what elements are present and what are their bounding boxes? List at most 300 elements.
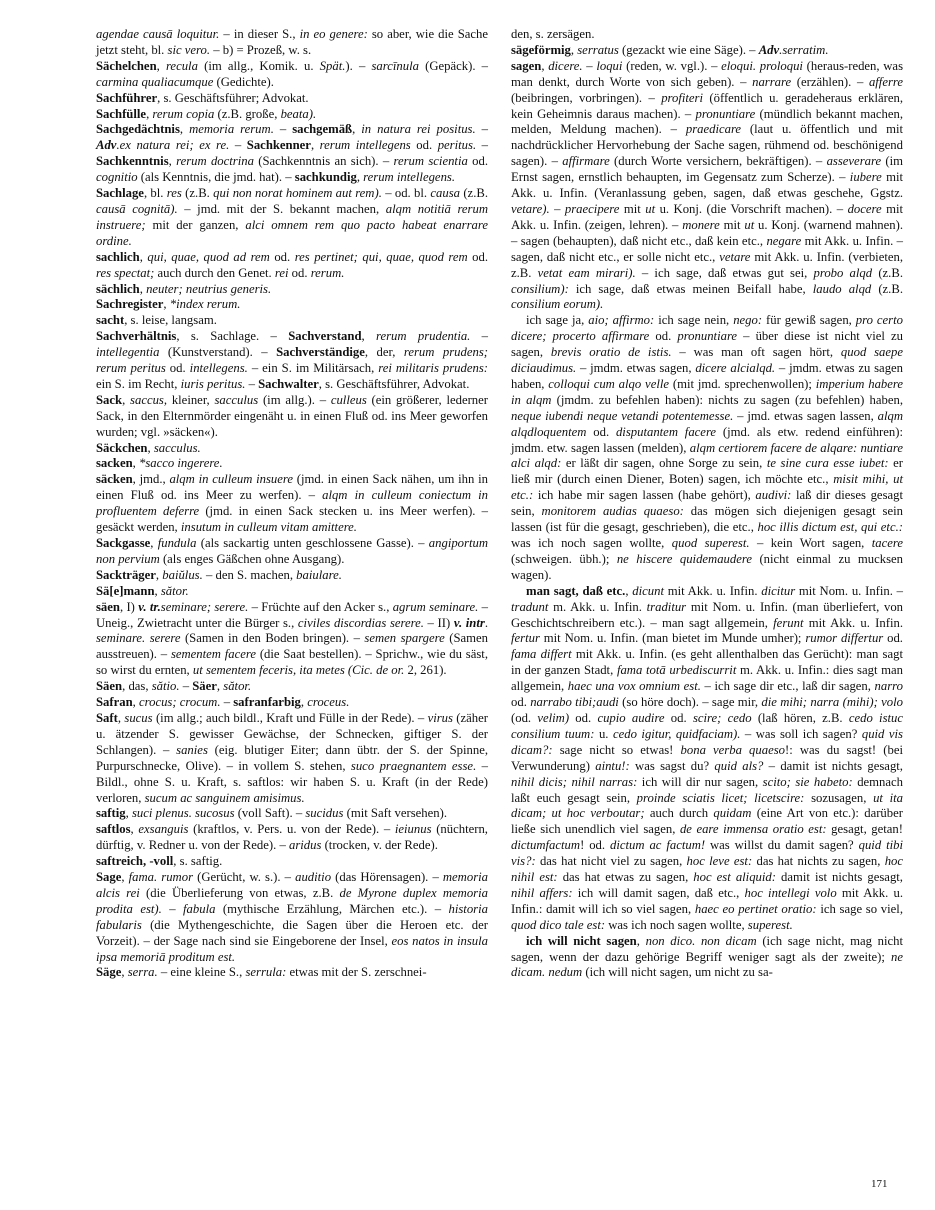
headword: sachkundig — [294, 170, 357, 185]
entry-text: – was man oft sagen hört, — [671, 345, 841, 360]
latin-term: carmina qualiacumque — [96, 74, 214, 89]
latin-term: fabula — [183, 901, 216, 916]
latin-term: quid als? — [714, 758, 764, 773]
entry-text: gesagt, getan! — [826, 822, 903, 837]
latin-term: agrum seminare. — [392, 599, 479, 614]
headword: Sage — [96, 870, 122, 885]
headword: sagen — [511, 58, 542, 73]
latin-term: memoria rerum. — [189, 122, 274, 137]
latin-term: rerum prudentia. — [376, 329, 471, 344]
entry-text: (Sachkenntnis an sich). – — [253, 154, 394, 169]
latin-term: insutum in culleum vitam amittere. — [180, 520, 357, 535]
entry-text: od. — [586, 424, 616, 439]
latin-term: cupio audire — [597, 710, 665, 725]
latin-term: alqm certiorem facere de alqare: nuntiare alci alqd: — [511, 440, 903, 471]
entry-text: – — [161, 901, 184, 916]
entry-text: , — [163, 297, 170, 312]
entry-text: , — [154, 583, 161, 598]
entry-text: – Bildl., ohne S. u. Kraft, s. saftlos: wir haben S. u. Kraft (in der Rede) verloren, — [96, 758, 488, 805]
dictionary-entry — [96, 472, 488, 536]
entry-text: sage nicht so etwas! — [552, 742, 681, 757]
latin-term: exsanguis — [138, 822, 189, 837]
latin-term: Spät. — [319, 58, 346, 73]
entry-text: , — [130, 822, 139, 837]
latin-term: affirmare — [562, 154, 610, 169]
entry-text: (laß hören, z.B. — [751, 710, 849, 725]
latin-term: intellegentia — [96, 345, 160, 360]
entry-text: – b) = Prozeß, w. s. — [210, 42, 312, 57]
latin-term: suci plenus. sucosus — [131, 806, 235, 821]
headword: Säer — [192, 679, 217, 694]
entry-text: mit Nom. u. Infin. (man überliefert, von Geschichtschreibern etc.). – man sagt allgemein, — [511, 599, 904, 630]
latin-term: te sine cura esse iubet: — [766, 456, 889, 471]
entry-text: , — [122, 392, 131, 407]
entry-text: ein S. im Recht, — [96, 376, 181, 391]
entry-text: (heraus-reden, was man denkt, durch Worte von sich geben). – — [511, 58, 904, 89]
entry-text: (Gepäck). – — [418, 58, 488, 73]
latin-term: haec eo pertinet oratio: — [694, 901, 817, 916]
dictionary-entry — [96, 536, 488, 568]
entry-text: – — [245, 376, 259, 391]
entry-text: . — [484, 615, 488, 630]
latin-term: intellegens. — [189, 361, 248, 376]
entry-text: ). – — [345, 58, 372, 73]
entry-text: m. Akk. u. Infin.: dies sagt man allgemein, — [511, 663, 904, 694]
entry-text: ich sage ja, — [526, 313, 589, 328]
entry-text: od. — [883, 631, 903, 646]
entry-text: ich sage so viel, — [816, 901, 903, 916]
entry-text: (die Saat bestellen). – Sprichw., wie du säst, so wirst du ernten, — [96, 647, 488, 678]
entry-text: – was soll ich sagen? — [740, 726, 862, 741]
entry-text: (kraftlos, v. Pers. u. von der Rede). – — [188, 822, 395, 837]
latin-term: rerum copia — [152, 106, 215, 121]
latin-term: profiteri — [661, 90, 704, 105]
headword: Sack — [96, 392, 123, 407]
latin-term: causā cognitā). — [96, 201, 178, 216]
latin-term: quidam — [713, 806, 752, 821]
latin-term: vetare — [719, 249, 751, 264]
entry-text: od. — [467, 249, 489, 264]
latin-term: pronuntiare — [677, 329, 738, 344]
entry-text: etwas mit der S. zerschnei- — [286, 965, 427, 980]
latin-term: civiles discordias serere. — [297, 615, 424, 630]
entry-text: od. — [269, 249, 295, 264]
latin-term: ieiunus — [394, 822, 432, 837]
latin-term: probo alqd — [813, 265, 873, 280]
latin-term: narro — [874, 679, 903, 694]
headword: säen — [96, 599, 120, 614]
entry-text: (als enges Gäßchen ohne Ausgang). — [159, 551, 345, 566]
dictionary-entry — [96, 313, 488, 329]
latin-term: alqm notitiā rerum instruere; — [96, 201, 488, 232]
latin-term: ut ita dicam; ut hoc verboutar; — [511, 790, 904, 821]
latin-term: proinde sciatis licet; licetscire: — [636, 790, 805, 805]
entry-text: (im allg.). – — [258, 392, 331, 407]
latin-term: seminare; serere. — [160, 599, 249, 614]
dictionary-entry — [96, 870, 488, 965]
entry-text: – eine kleine S., — [157, 965, 246, 980]
entry-text: , — [146, 106, 153, 121]
latin-term: serra. — [127, 965, 158, 980]
entry-text: , I) — [119, 599, 139, 614]
latin-term: narrare — [752, 74, 792, 89]
entry-text: (mythische Erzählung, Märchen etc.). – — [215, 901, 449, 916]
entry-text: , — [310, 138, 320, 153]
latin-term: nego: — [733, 313, 763, 328]
latin-term: .ex natura rei; ex re. — [116, 138, 230, 153]
latin-term: quod dico tale est: — [511, 917, 606, 932]
entry-text: (als sackartig unten geschlossene Gasse). – — [196, 536, 429, 550]
entry-text: (so höre doch). – sage mir, — [618, 695, 762, 710]
latin-term: qui, quae, quod ad rem — [147, 249, 270, 264]
entry-text: – II) — [423, 615, 454, 630]
entry-text: mit Akk. u. Infin.: damit will ich so viel sagen, — [511, 885, 903, 916]
latin-term: pro certo dicere; procerto affirmare — [511, 313, 903, 344]
entry-text: , — [300, 695, 308, 710]
headword: Sachkenntnis — [96, 154, 169, 169]
entry-text: , — [356, 170, 364, 185]
latin-term: dicere. — [548, 58, 583, 73]
headword: sachgemäß — [292, 122, 353, 137]
latin-term: ut — [744, 217, 755, 232]
latin-term: crocus; crocum. — [139, 695, 221, 710]
latin-term: consilium): — [511, 281, 569, 296]
latin-term: rerum. — [310, 265, 345, 280]
latin-term: sanies — [176, 742, 208, 757]
entry-text: , — [155, 567, 163, 582]
entry-text: auch durch — [644, 806, 714, 821]
entry-text: sozusagen, — [804, 790, 874, 805]
latin-term: baiŭlus. — [162, 567, 203, 582]
entry-text: , — [150, 536, 158, 550]
dictionary-entry — [511, 43, 903, 59]
dictionary-entry — [96, 584, 488, 600]
entry-text: (Gerücht, w. s.). – — [193, 870, 296, 885]
latin-term: asseverare — [826, 154, 882, 169]
entry-text: (ich sage nicht, mag nicht sagen, wenn der dazu gehörige Begriff weniger sagt als der zweite); — [511, 933, 904, 964]
entry-text: u. Konj. (die Vorschrift machen). – — [655, 201, 848, 216]
entry-text: , s. leise, langsam. — [124, 313, 217, 328]
entry-text: (z.B. — [871, 281, 903, 296]
entry-text: (z.B. — [181, 186, 214, 201]
latin-term: narrabo tibi;audi — [530, 695, 619, 710]
headword: säcken — [96, 472, 133, 487]
entry-text: was sagst du? — [629, 758, 715, 773]
entry-text: , — [636, 933, 646, 948]
latin-term: sarcīnula — [371, 58, 419, 73]
latin-term: scire; cedo — [692, 710, 752, 725]
entry-text: – — [229, 138, 247, 153]
entry-text: mit Nom. u. Infin. – — [795, 583, 904, 598]
headword: Saft — [96, 710, 118, 725]
entry-text: (voll Saft). – — [234, 806, 306, 821]
latin-term: culleus — [330, 392, 367, 407]
entry-text: – jmdm. etwas zu sagen haben, — [511, 361, 904, 391]
entry-text: – — [582, 58, 597, 73]
latin-term: hoc intellegi volo — [744, 885, 837, 900]
latin-term: fertur — [511, 631, 540, 646]
dictionary-entry — [511, 934, 903, 982]
entry-text: !: was du sagst! (bei Verwunderung) — [511, 742, 903, 773]
latin-term: recula — [165, 58, 198, 73]
dictionary-entry — [96, 186, 488, 250]
entry-text: was ich noch sagen wollte, — [511, 536, 672, 550]
entry-text: ich sage nein, — [654, 313, 734, 328]
entry-text: auch durch den Genet. — [154, 265, 275, 280]
entry-text: (Samen ausstreuen). – — [96, 631, 489, 662]
entry-text: m. Akk. u. Infin. — [548, 599, 647, 614]
entry-text: er ließ mir (durch einen Diener, Boten) sagen, ich möchte etc., — [511, 456, 904, 487]
headword: Sachfülle — [96, 106, 147, 121]
dictionary-entry — [96, 107, 488, 123]
entry-text: (schweigen. übh.); — [511, 551, 617, 566]
entry-text: (mündlich bekannt machen, melden, Meldung machen). – — [511, 106, 903, 137]
latin-term: afferre — [868, 74, 903, 89]
entry-text: für gewiß sagen, — [762, 313, 856, 328]
latin-term: nihil dicis; nihil narras: — [511, 774, 638, 789]
headword: ich will nicht sagen — [526, 933, 637, 948]
latin-term: cognitio — [96, 170, 138, 185]
latin-term: cedo istuc consilium tuum: — [511, 710, 904, 741]
headword: Sachführer — [96, 90, 158, 105]
latin-term: baiulare. — [296, 567, 342, 582]
entry-text: mit — [719, 217, 745, 232]
entry-text: mit Akk. u. Infin. – sagen, daß nicht etc., er solle nicht etc., — [511, 233, 904, 264]
entry-text: demnach laßt euch gesagt sein, — [511, 774, 904, 805]
latin-term: alqm alqdloquentem — [511, 408, 903, 439]
entry-text: (als Kenntnis, die jmd. hat). – — [137, 170, 295, 185]
right-column — [511, 27, 903, 981]
entry-text: – ein S. im Militärsach, — [247, 361, 379, 376]
latin-term: saccus, — [130, 392, 168, 407]
latin-term: nihil affers: — [511, 885, 573, 900]
headword: Sachverständige — [276, 345, 365, 360]
latin-term: laudo alqd — [812, 281, 872, 296]
dictionary-entry — [96, 679, 488, 695]
latin-term: res — [166, 186, 182, 201]
entry-text: od. — [165, 361, 190, 376]
latin-term: ne dicam. nedum — [511, 949, 903, 980]
entry-text: mit Akk. u. Infin. (Veranlassung geben, sagen, daß etwas geschehe, Ggstz. — [511, 170, 904, 201]
latin-term: serratus — [577, 42, 619, 57]
headword: saftreich, -voll — [96, 854, 174, 869]
latin-term: sucidus — [305, 806, 344, 821]
entry-text: (jmd. in einen Sack nähen, um ihn in einen Fluß od. ins Meer zu werfen). – — [96, 472, 488, 503]
entry-text: , — [117, 710, 125, 725]
entry-text: , — [139, 249, 148, 264]
entry-text: (beibringen, vorbringen). – — [511, 90, 662, 105]
latin-term: Adv — [758, 42, 780, 57]
latin-term: monitorem audias quaeso: — [541, 504, 684, 519]
latin-term: vetat eam mirari). — [537, 265, 636, 280]
entry-text: , — [121, 870, 129, 885]
entry-text: , — [570, 42, 578, 57]
latin-term: memoria alcis rei — [96, 870, 488, 900]
latin-term: tradunt — [511, 599, 549, 614]
latin-term: seminare. serere — [96, 631, 181, 646]
entry-text: od. — [511, 695, 531, 710]
latin-term: causa — [430, 186, 461, 201]
entry-text: das hat nichts zu sagen, — [752, 854, 885, 869]
entry-text: so aber, wie die Sache jetzt steht, bl. — [96, 27, 488, 57]
entry-text: (öffentlich u. geradeheraus erklären, kein Geheimnis daraus machen). – — [511, 90, 903, 121]
entry-text: , — [216, 679, 224, 694]
latin-term: angiportum non pervium — [96, 536, 488, 566]
latin-term: v. tr. — [138, 599, 161, 614]
entry-text: – Uneig., Zwietracht unter die Bürger s., — [96, 599, 488, 630]
entry-text: ich habe mir sagen lassen (habe gehört), — [533, 488, 756, 503]
entry-text: mit Akk. u. Infin. — [803, 615, 903, 630]
latin-term: pronuntiare — [695, 106, 756, 121]
latin-term: quid vis dicam?: — [511, 726, 903, 757]
entry-text: , — [132, 695, 139, 710]
headword: Sachregister — [96, 297, 164, 312]
dictionary-entry — [96, 600, 488, 680]
entry-text: – damit ist nichts gesagt, — [763, 758, 903, 773]
entry-text: (ich will nicht sagen, um nicht zu sa- — [582, 965, 773, 980]
dictionary-entry — [96, 122, 488, 186]
entry-text: den, s. zersägen. — [511, 27, 595, 41]
entry-text: , — [541, 58, 549, 73]
entry-text: , — [625, 583, 633, 598]
latin-term: hoc illis dictum est, qui etc.: — [757, 520, 903, 535]
latin-term: alci omnem rem quo pacto habeat enarrare ordine. — [96, 217, 488, 248]
entry-text: (die Überlieferung von etwas, z.B. — [139, 885, 340, 900]
latin-term: fundula — [157, 536, 197, 550]
dictionary-entry — [96, 568, 488, 584]
headword: Safran — [96, 695, 133, 710]
entry-text: (eig. blutiger Eiter; dann übtr. der S. der Spinne, Purpurschnecke, Olive). – in vollem S. stehen, — [96, 742, 489, 773]
entry-text: , bl. — [143, 186, 167, 201]
entry-text: – in dieser S., — [219, 27, 300, 41]
dictionary-entry — [511, 59, 903, 314]
entry-text: , — [179, 122, 190, 137]
entry-text: er läßt dir sagen, ohne Sorge zu sein, — [561, 456, 767, 471]
dictionary-entry — [96, 806, 488, 822]
entry-text: – über diese ist nicht viel zu sagen, — [511, 329, 904, 360]
entry-text: , — [168, 154, 177, 169]
latin-term: *sacco ingerere. — [139, 456, 223, 471]
latin-term: rerum prudens; rerum peritus — [96, 345, 488, 376]
headword: sacken — [96, 456, 133, 471]
dictionary-entry — [96, 250, 488, 282]
latin-term: non dico. non dicam — [645, 933, 757, 948]
entry-text: was willst du damit sagen? — [705, 838, 859, 853]
headword: sacht — [96, 313, 125, 328]
latin-term: neuter; neutrius generis. — [146, 281, 272, 296]
entry-text: (trocken, v. der Rede). — [321, 838, 438, 853]
entry-text: ! od. — [580, 838, 610, 853]
latin-term: iubere — [849, 170, 882, 185]
entry-text: mit Akk. u. Infin. — [663, 583, 762, 598]
headword: Sachgedächtnis — [96, 122, 180, 137]
entry-text: – — [273, 122, 293, 137]
entry-text: mit Akk. u. Infin. (verbieten, z.B. — [511, 249, 903, 280]
entry-text: od. — [288, 265, 311, 280]
headword: Sä[e]mann — [96, 583, 155, 598]
entry-text: od. — [467, 154, 488, 169]
dictionary-entry — [96, 822, 488, 854]
entry-text: (die Mythengeschichte, die Sagen über die Heroen etc. der Vorzeit). – der Sage nach sind sie Eingeborene der Insel, — [96, 917, 488, 948]
entry-text: ich will damit sagen, daß etc., — [572, 885, 745, 900]
latin-term: imperium habere in alqm — [511, 376, 903, 407]
latin-term: sic vero. — [167, 42, 211, 57]
latin-term: ut sementem feceris, ita metes (Cic. de or. — [192, 663, 405, 678]
latin-term: fama. rumor — [128, 870, 194, 885]
latin-term: scito; sie habeto: — [762, 774, 853, 789]
latin-term: aintu!: — [595, 758, 630, 773]
entry-text: , — [147, 440, 154, 455]
entry-text: mit Nom. u. Infin. (man bietet im Munde umher); — [539, 631, 806, 646]
latin-term: dicunt — [632, 583, 664, 598]
latin-term: in eo genere: — [299, 27, 368, 41]
latin-term: auditio — [295, 870, 332, 885]
entry-text: – — [476, 138, 489, 153]
entry-text: u. — [594, 726, 613, 741]
entry-text: laß dir dieses gesagt sein, — [511, 488, 904, 519]
entry-text: 2, 261). — [404, 663, 447, 678]
latin-term: ut — [645, 201, 656, 216]
entry-text: das hat nicht viel zu sagen, — [535, 854, 687, 869]
latin-term: v. intr — [453, 615, 485, 630]
latin-term: rei — [274, 265, 289, 280]
entry-text: kleiner, — [167, 392, 215, 407]
headword: Säen — [96, 679, 123, 694]
dictionary-entry — [96, 27, 488, 59]
entry-text: u. Konj. (warnend mahnen). – sagen (behaupten), daß nicht etc., daß kein etc., — [511, 217, 903, 248]
latin-term: beata). — [280, 106, 317, 121]
latin-term: haec una vox omnium est. — [567, 679, 701, 694]
latin-term: sător. — [223, 679, 252, 694]
latin-term: fama totā urbediscurrit — [616, 663, 737, 678]
entry-text: , s. Sachlage. – — [176, 329, 289, 344]
latin-term: iuris peritus. — [180, 376, 246, 391]
entry-text: ich will dir nur sagen, — [637, 774, 763, 789]
entry-text: (gezackt wie eine Säge). – — [618, 42, 759, 57]
headword: Sachverhältnis — [96, 329, 177, 344]
headword: Sachkenner — [246, 138, 311, 153]
headword: man sagt, daß etc. — [526, 583, 626, 598]
latin-term: Adv — [96, 138, 117, 153]
latin-term: aridus — [288, 838, 322, 853]
dictionary-entry — [96, 441, 488, 457]
latin-term: vetare). — [511, 201, 550, 216]
latin-term: *index rerum. — [169, 297, 241, 312]
headword: saftig — [96, 806, 126, 821]
entry-text: mit Akk. u. Infin. (zeigen, lehren). – — [511, 201, 904, 232]
latin-term: historia fabularis — [96, 901, 488, 932]
latin-term: hoc nihil est: — [511, 854, 904, 885]
latin-term: sător. — [160, 583, 189, 598]
entry-text: – kein Wort sagen, — [749, 536, 872, 550]
entry-text: od. — [410, 138, 438, 153]
entry-text: (Samen in den Boden bringen). – — [180, 631, 365, 646]
latin-term: die mihi; narra (mihi); volo — [761, 695, 904, 710]
headword: sächlich — [96, 281, 140, 296]
latin-term: quod saepe diciaudimus. — [511, 345, 904, 376]
latin-term: sucum ac sanguinem amisimus. — [144, 790, 305, 805]
entry-text: (z.B. große, — [214, 106, 281, 121]
entry-text: , — [361, 329, 376, 344]
dictionary-entry — [96, 711, 488, 806]
latin-term: quid tibi vis?: — [511, 838, 903, 869]
latin-term: sacculus. — [153, 440, 201, 455]
entry-text: (zäher u. ätzender S. gewisser Gewächse, der Schnecken, giftiger S. der Schlangen). – — [96, 710, 488, 757]
latin-term: rumor differtur — [805, 631, 884, 646]
entry-text: (mit jmd. sprechenwollen); — [669, 376, 816, 391]
entry-text: – od. bl. — [381, 186, 431, 201]
entry-text: (Kunstverstand). – — [159, 345, 277, 360]
